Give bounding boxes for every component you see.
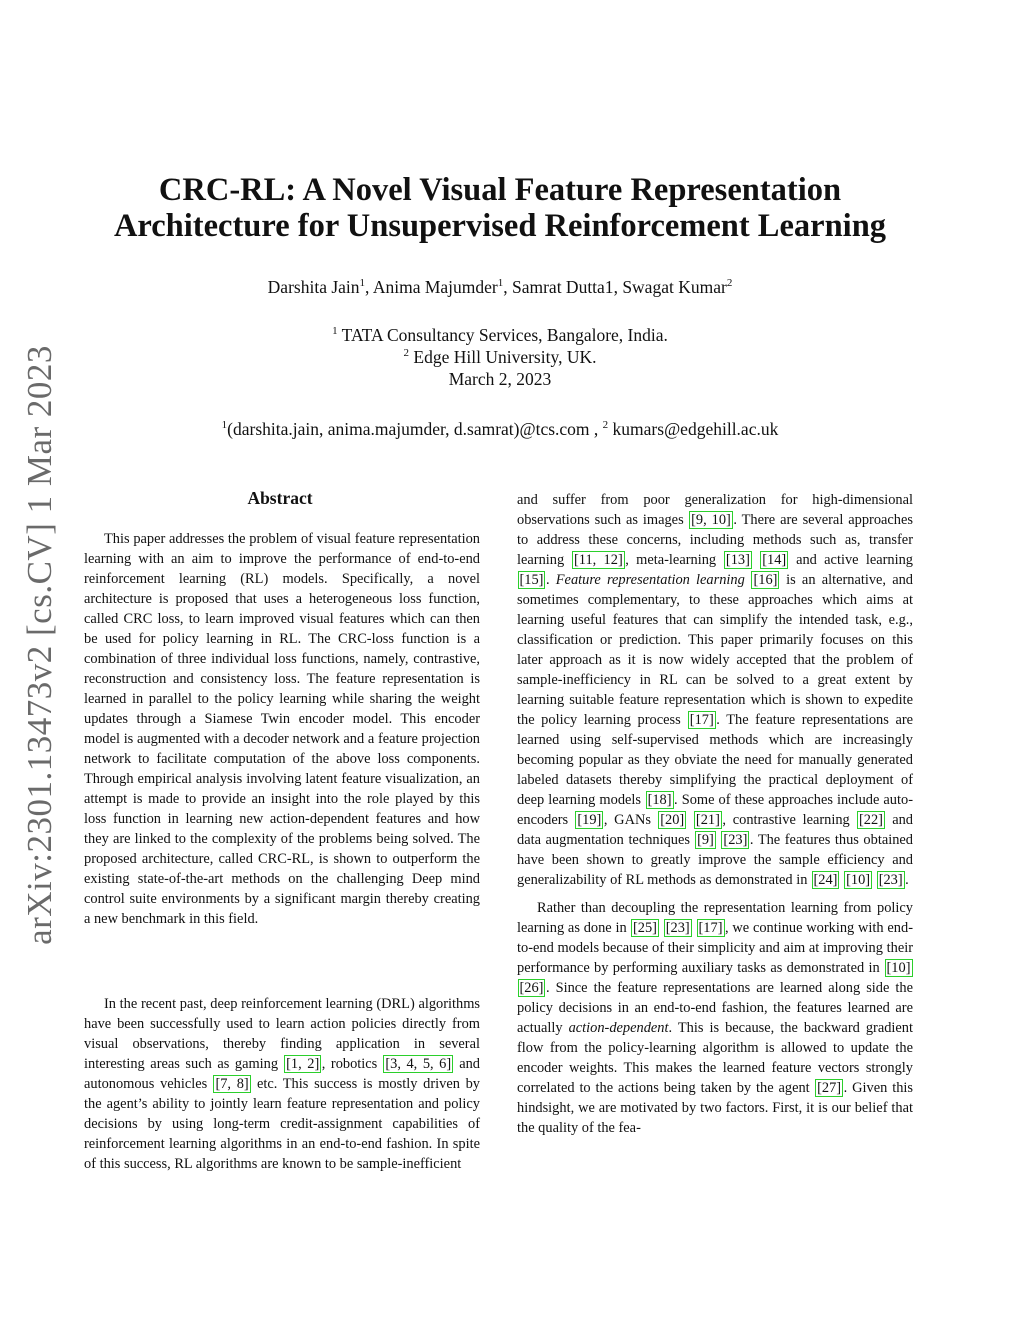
text-run: . Given this hindsight, we are motivated by two factors. First, it is our belief that the quality of the fea- [517, 1080, 913, 1136]
citation-link[interactable]: [1, 2] [286, 1056, 320, 1072]
emphasized-term: Feature representation learning [555, 572, 745, 588]
text-run: . [905, 872, 909, 888]
text-run: , we continue working with end-to-end models because of their simplicity and aim at improving their performance by performing auxiliary tasks as demonstrated in [517, 920, 913, 976]
citation-link[interactable]: [27] [817, 1080, 842, 1096]
arxiv-side-stamp [20, 345, 60, 945]
author-name: Anima Majumder [372, 277, 498, 297]
citation-link[interactable]: [3, 4, 5, 6] [385, 1056, 452, 1072]
text-run: In the recent past, deep reinforcement learning (DRL) algorithms have been successfully used to learn action policies directly from visual observations, thereby finding application in several interesting areas such as gaming [84, 996, 480, 1072]
text-run: . Some of these approaches include auto-encoders [517, 792, 913, 828]
citation-link[interactable]: [25] [632, 920, 657, 936]
paper-title [60, 172, 940, 244]
citation-link[interactable]: [19] [577, 812, 602, 828]
citation-link[interactable]: [17] [698, 920, 723, 936]
citation-link[interactable]: [14] [762, 552, 787, 568]
intro-paragraph-2 [517, 898, 913, 1138]
text-run [752, 552, 759, 568]
citation-link[interactable]: [9, 10] [691, 512, 731, 528]
author-separator: , [365, 277, 373, 297]
affil-sup: 1 [332, 325, 338, 338]
title-line-2: Architecture for Unsupervised Reinforcement Learning [113, 208, 887, 244]
intro-paragraph-continued [517, 490, 913, 890]
intro-right-column [517, 490, 913, 1138]
text-run: . The features thus obtained have been shown to greatly improve the sample efficiency and generalizability of RL methods as demonstrated in [517, 832, 913, 888]
text-run: and data augmentation techniques [517, 812, 913, 848]
title-line-1: CRC-RL: A Novel Visual Feature Representation [158, 172, 842, 208]
citation-link[interactable]: [17] [689, 712, 714, 728]
author-separator: , [503, 277, 512, 297]
citation-link[interactable]: [22] [858, 812, 883, 828]
citation-link[interactable]: [21] [695, 812, 720, 828]
email-sup-1: 1 [221, 419, 228, 432]
text-run: . Since the feature representations are learned along side the policy decisions in an end-to-end fashion, the features learned are actually [517, 980, 913, 1036]
citation-link[interactable]: [18] [647, 792, 672, 808]
author-separator: , [613, 277, 623, 297]
author-list [60, 277, 940, 298]
text-run [687, 812, 694, 828]
affiliation-1 [60, 324, 940, 346]
text-run: , meta-learning [625, 552, 724, 568]
text-run: . The feature representations are learned using self-supervised methods which are increasingly becoming popular as they obviate the need for manually generated labeled datasets thereby simplifying the practical deployment of deep learning models [517, 712, 914, 808]
author-affil-sup: 1 [497, 277, 504, 290]
author-name: Swagat Kumar [622, 277, 727, 297]
text-run [692, 920, 696, 936]
arxiv-stamp-text: arXiv:2301.13473v2 [cs.CV] 1 Mar 2023 [20, 345, 59, 945]
author-name: Samrat Dutta1 [511, 277, 614, 297]
text-run: , contrastive learning [722, 812, 857, 828]
paper-date: March 2, 2023 [448, 369, 552, 389]
email-sup-2: 2 [602, 419, 609, 432]
author-name: Darshita Jain [267, 277, 360, 297]
citation-link[interactable]: [26] [519, 980, 544, 996]
text-run: and autonomous vehicles [84, 1056, 481, 1092]
affil-text: TATA Consultancy Services, Bangalore, India. [337, 325, 668, 345]
affiliation-2 [60, 346, 940, 368]
text-run: . There are several approaches to address these concerns, including methods such as, transfer learning [517, 512, 913, 568]
text-run: and active learning [788, 552, 914, 568]
author-affil-sup: 2 [726, 277, 733, 290]
text-run: and suffer from poor generalization for high-dimensional observations such as images [517, 492, 913, 528]
affil-text: Edge Hill University, UK. [409, 347, 597, 367]
text-run [873, 872, 877, 888]
citation-link[interactable]: [10] [886, 960, 911, 976]
affiliations [60, 324, 940, 390]
emphasized-term: action-dependent [568, 1020, 669, 1036]
citation-link[interactable]: [16] [753, 572, 778, 588]
citation-link[interactable]: [9] [697, 832, 714, 848]
citation-link[interactable]: [11, 12] [573, 552, 623, 568]
citation-link[interactable]: [24] [813, 872, 838, 888]
text-run: . This is because, the backward gradient flow from the policy-learning algorithm is allowed to update the encoder weights. This makes the learned feature vectors strongly correlated to the actions being taken by the agent [517, 1020, 913, 1096]
text-run: etc. This success is mostly driven by the agent’s ability to jointly learn feature representation and policy decisions by using long-term credit-assignment capabilities of reinforcement learning algorithms in an end-to-end fashion. In spite of this success, RL algorithms are known to be sample-inefficient [84, 1076, 481, 1172]
citation-link[interactable]: [15] [519, 572, 544, 588]
text-run [659, 920, 663, 936]
text-run: , robotics [321, 1056, 383, 1072]
email-group-2: kumars@edgehill.ac.uk [608, 419, 779, 439]
email-group-1: (darshita.jain, anima.majumder, d.samrat)@tcs.com , [227, 419, 603, 439]
affil-sup: 2 [403, 347, 410, 360]
citation-link[interactable]: [23] [665, 920, 690, 936]
citation-link[interactable]: [10] [846, 872, 871, 888]
citation-link[interactable]: [7, 8] [215, 1076, 249, 1092]
citation-link[interactable]: [23] [723, 832, 748, 848]
abstract-body [84, 529, 480, 929]
intro-left-column [84, 994, 480, 1174]
text-run: , GANs [603, 812, 658, 828]
text-run: is an alternative, and sometimes complementary, to these approaches which aims at learning useful features that can simplify the intended task, e.g., classification or prediction. This paper primarily focuses on this later approach as it is now widely accepted that the problem of sample-inefficiency in RL can be solved to a great extent by learning suitable feature representation which is shown to expedite the policy learning process [517, 572, 913, 728]
abstract-paragraph: This paper addresses the problem of visual feature representation learning with an aim to improve the performance of end-to-end reinforcement learning (RL) models. Specifically, a novel architecture is proposed that uses a heterogeneous loss function, called CRC loss, to learn improved visual features which can then be used for policy learning in RL. The CRC-loss function is a combination of three individual loss functions, namely, contrastive, reconstruction and consistency loss. The feature representation is learned in parallel to the policy learning while sharing the weight updates through a Siamese Twin encoder model. This encoder model is augmented with a decoder network and a feature projection network to facilitate computation of the above loss components. Through empirical analysis involving latent feature visualization, an attempt is made to provide an insight into the role played by this loss function in learning new action-dependent features and how they are linked to the complexity of the problems being solved. The proposed architecture, called CRC-RL, is shown to outperform the existing state-of-the-art methods on the challenging Deep mind control suite environments by a significant margin thereby creating a new benchmark in this field. [84, 531, 480, 927]
author-affil-sup: 1 [359, 277, 366, 290]
intro-paragraph-1 [84, 994, 480, 1174]
citation-link[interactable]: [13] [725, 552, 750, 568]
text-run: Rather than decoupling the representation learning from policy learning as done in [517, 900, 913, 936]
citation-link[interactable]: [23] [878, 872, 903, 888]
citation-link[interactable]: [20] [660, 812, 685, 828]
text-run: . [545, 572, 556, 588]
abstract-heading: Abstract [247, 488, 313, 508]
contact-emails [60, 419, 940, 440]
